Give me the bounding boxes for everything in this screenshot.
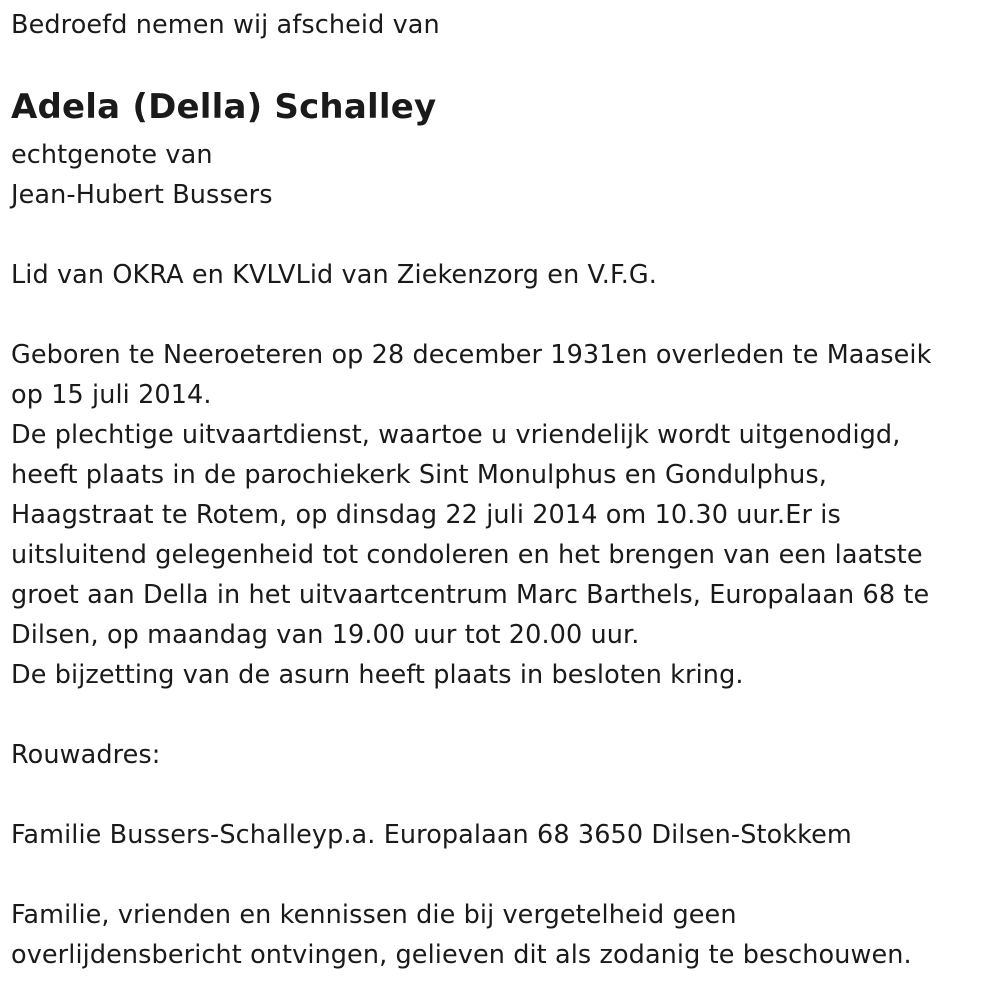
details-line: uitsluitend gelegenheid tot condoleren en het brengen van een laatste [11, 540, 923, 570]
spacer [11, 215, 986, 255]
intro-text: Bedroefd nemen wij afscheid van [11, 10, 440, 40]
details-paragraph [11, 335, 986, 695]
details-line: op 15 juli 2014. [11, 380, 212, 410]
spacer [11, 295, 986, 335]
details-line: De bijzetting van de asurn heeft plaats in besloten kring. [11, 660, 744, 690]
deceased-name: Adela (Della) Schalley [11, 87, 437, 127]
details-line: Haagstraat te Rotem, op dinsdag 22 juli 2014 om 10.30 uur.Er is [11, 500, 841, 530]
details-line: heeft plaats in de parochiekerk Sint Monulphus en Gondulphus, [11, 460, 827, 490]
details-line: groet aan Della in het uitvaartcentrum Marc Barthels, Europalaan 68 te [11, 580, 930, 610]
closing-paragraph [11, 895, 986, 975]
mourning-address: Familie Bussers-Schalleyp.a. Europalaan 68 3650 Dilsen-Stokkem [11, 820, 852, 850]
mourning-address-label: Rouwadres: [11, 740, 161, 770]
closing-line: Familie, vrienden en kennissen die bij vergetelheid geen [11, 900, 737, 930]
spacer [11, 855, 986, 895]
details-line: Dilsen, op maandag van 19.00 uur tot 20.00 uur. [11, 620, 640, 650]
spacer [11, 775, 986, 815]
obituary-notice [11, 5, 986, 975]
spouse-name: Jean-Hubert Bussers [11, 180, 273, 210]
details-line: De plechtige uitvaartdienst, waartoe u vriendelijk wordt uitgenodigd, [11, 420, 901, 450]
spouse-relation: echtgenote van [11, 140, 213, 170]
closing-line: overlijdensbericht ontvingen, gelieven dit als zodanig te beschouwen. [11, 940, 912, 970]
memberships-text: Lid van OKRA en KVLVLid van Ziekenzorg en V.F.G. [11, 260, 657, 290]
details-line: Geboren te Neeroeteren op 28 december 1931en overleden te Maaseik [11, 340, 932, 370]
spacer [11, 695, 986, 735]
